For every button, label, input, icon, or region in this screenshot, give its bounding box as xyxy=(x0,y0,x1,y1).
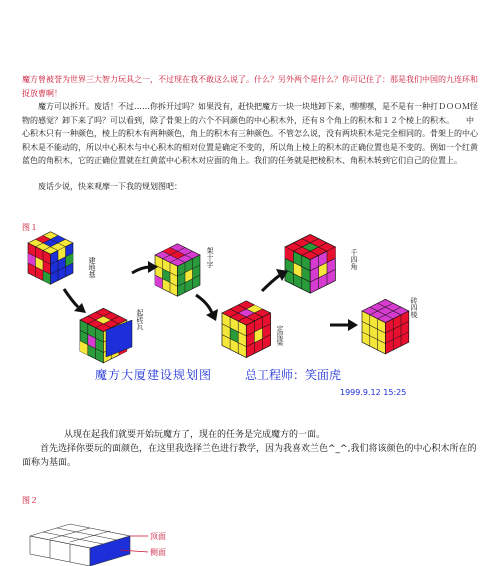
stage-label-3: 千四角 xyxy=(350,249,358,270)
cube-stage-3 xyxy=(285,234,335,293)
cube-stage-6 xyxy=(362,299,409,354)
cube-stage-1 xyxy=(28,232,73,285)
figure2-diagram xyxy=(20,516,220,566)
stage-label-1: 建地基 xyxy=(88,257,96,278)
cube-stage-5 xyxy=(222,301,271,358)
disassembly-paragraph: 魔方可以拆开。废话！不过……你拆开过吗？如果没有，赶快把魔方一块一块地卸下来，嘿嘿嘿，是不是有一种打ＤＯＯＭ怪物的感觉？卸下来了吗？可以看到，除了骨架上的六个不同颜色的中心积木外，还有８个角上的积木和１２个棱上的积木。 中心积木只有一种颜色，棱上的积木有两种颜色，角上的积木有三种颜色。不管怎么说，没有两块积木是完全相同的。骨架上的中心积木是不能动的，所以中心积木与中心积木的相对位置是确定不变的，所以角上棱上的积木的正确位置也是不变的。例如一个红黄蓝色的角积木，它的正确位置就在红黄蓝中心积木对应面的角上。我们的任务就是把棱积木、角积木转到它们自己的位置上。 xyxy=(22,102,478,166)
figure1-engineer: 总工程师：笑面虎 xyxy=(245,368,342,382)
figure2-label: 图２ xyxy=(22,496,38,505)
base-face-paragraph: 首先选择你要玩的面颜色，在这里我选择兰色进行教学，因为我喜欢兰色^_^,我们将该颜色的中心积木所在的面称为基面。 xyxy=(22,444,477,468)
figure1-caption: 魔方大厦建设规划图 xyxy=(95,368,213,382)
top-face-label: 顶面 xyxy=(150,532,166,541)
side-face-label: 侧面 xyxy=(150,548,166,557)
figure1-diagram xyxy=(0,225,500,425)
intro-paragraph: 魔方曾被誉为世界三大智力玩具之一，不过现在我不敢这么说了。什么？另外两个是什么？你可记住了：那是我们中国的九连环和捉放曹啊！ xyxy=(22,75,478,98)
stage-label-5: 定屋梁 xyxy=(276,325,284,346)
stage-label-4: 起砖瓦 xyxy=(136,309,144,330)
plan-intro-paragraph: 废话少说，快来观摩一下我的规划图吧： xyxy=(22,182,182,191)
start-paragraph: 从现在起我们就要开始玩魔方了，现在的任务是完成魔方的一面。 xyxy=(64,430,326,440)
figure1-date: 1999.9.12 15:25 xyxy=(340,388,407,397)
stage-label-6: 砖四棱 xyxy=(410,297,418,318)
figure1-label: 图１ xyxy=(22,223,38,232)
stage-label-2: 架十字 xyxy=(206,247,214,268)
cube-stage-2 xyxy=(155,244,200,297)
